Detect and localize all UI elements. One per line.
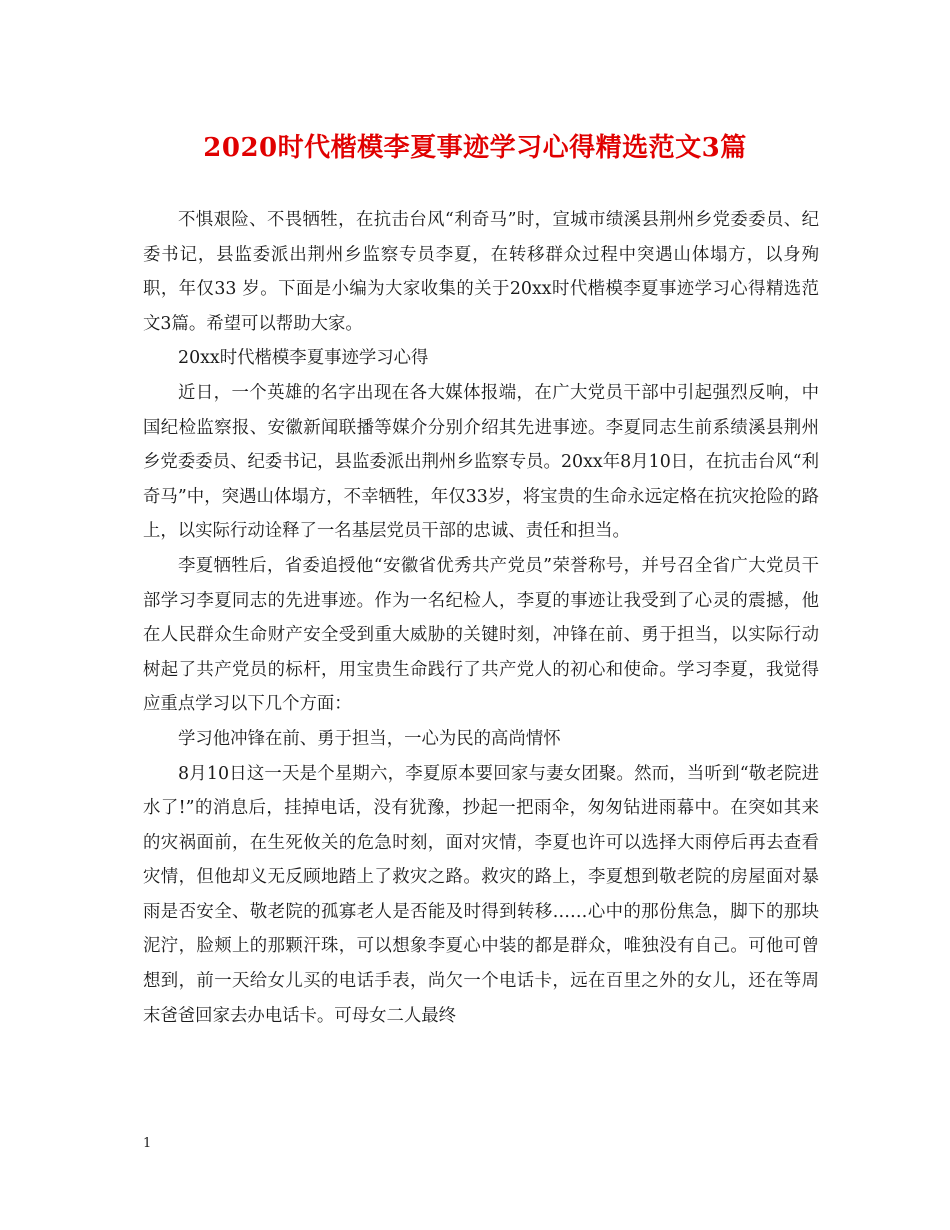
subsection-heading: 学习他冲锋在前、勇于担当，一心为民的高尚情怀 [178, 728, 561, 749]
body-paragraph: 李夏牺牲后，省委追授他“安徽省优秀共产党员”荣誉称号，并号召全省广大党员干部学习李夏同志的先进事迹。作为一名纪检人，李夏的事迹让我受到了心灵的震撼，他在人民群众生命财产安全受到重大威胁的关键时刻，冲锋在前、勇于担当，以实际行动树起了共产党员的标杆，用宝贵生命践行了共产党人的初心和使命。学习李夏，我觉得应重点学习以下几个方面： [143, 555, 819, 715]
body-paragraph: 8月10日这一天是个星期六，李夏原本要回家与妻女团聚。然而，当听到“敬老院进水了!”的消息后，挂掉电话，没有犹豫，抄起一把雨伞，匆匆钻进雨幕中。在突如其来的灾祸面前，在生死攸关的危急时刻，面对灾情，李夏也许可以选择大雨停后再去查看灾情，但他却义无反顾地踏上了救灾之路。救灾的路上，李夏想到敬老院的房屋面对暴雨是否安全、敬老院的孤寡老人是否能及时得到转移……心中的那份焦急，脚下的那块泥泞，脸颊上的那颗汗珠，可以想象李夏心中装的都是群众，唯独没有自己。可他可曾想到，前一天给女儿买的电话手表，尚欠一个电话卡，远在百里之外的女儿，还在等周末爸爸回家去办电话卡。可母女二人最终 [143, 763, 819, 1026]
page-number: 1 [143, 1136, 152, 1151]
intro-paragraph: 不惧艰险、不畏牺牲，在抗击台风“利奇马”时，宣城市绩溪县荆州乡党委委员、纪委书记，县监委派出荆州乡监察专员李夏，在转移群众过程中突遇山体塌方，以身殉职，年仅33 岁。下面是小编为大家收集的关于20xx时代楷模李夏事迹学习心得精选范文3篇。希望可以帮助大家。 [143, 210, 819, 334]
document-body [143, 203, 819, 1033]
body-paragraph: 近日，一个英雄的名字出现在各大媒体报端，在广大党员干部中引起强烈反响，中国纪检监察报、安徽新闻联播等媒介分别介绍其先进事迹。李夏同志生前系绩溪县荆州乡党委委员、纪委书记，县监委派出荆州乡监察专员。20xx年8月10日，在抗击台风“利奇马”中，突遇山体塌方，不幸牺牲，年仅33岁，将宝贵的生命永远定格在抗灾抢险的路上，以实际行动诠释了一名基层党员干部的忠诚、责任和担当。 [143, 382, 819, 542]
document-title: 2020时代楷模李夏事迹学习心得精选范文3篇 [203, 133, 747, 163]
section-heading: 20xx时代楷模李夏事迹学习心得 [178, 348, 429, 369]
